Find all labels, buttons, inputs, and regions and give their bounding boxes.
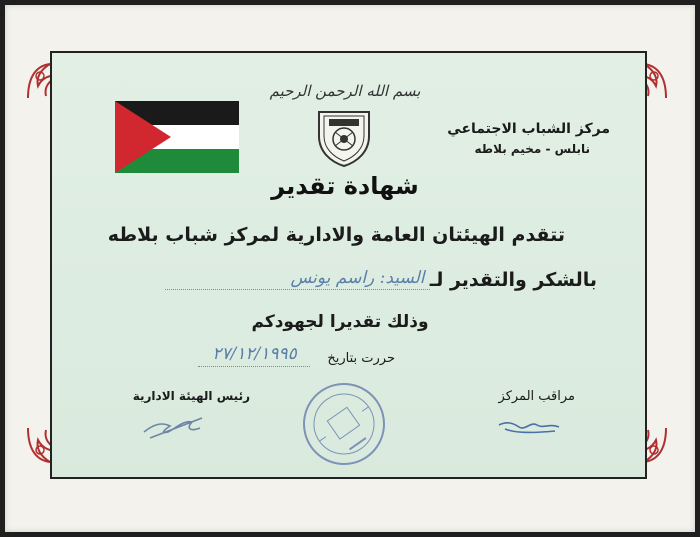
basmala-text: بسم الله الرحمن الرحيم <box>269 82 421 100</box>
recipient-name: السيد: راسم يونس <box>290 268 425 288</box>
body-line-3: وذلك تقديرا لجهودكم <box>251 312 429 332</box>
certificate-title: شهادة تقدير <box>271 172 419 200</box>
date-dotted-line <box>198 366 310 367</box>
center-emblem-icon <box>313 106 375 168</box>
body-line-1: تتقدم الهيئتان العامة والادارية لمركز شباب بلاطه <box>107 224 565 246</box>
organization-location: نابلس - مخيم بلاطه <box>474 142 590 156</box>
date-value: ٢٧/١٢/١٩٩٥ <box>212 344 297 364</box>
palestine-flag-icon <box>115 101 239 173</box>
signature-right-mark <box>495 415 565 437</box>
recipient-dotted-line <box>165 289 430 290</box>
date-label: حررت بتاريخ <box>327 351 395 366</box>
signature-left-label: رئيس الهيئة الادارية <box>132 389 250 403</box>
organization-name: مركز الشباب الاجتماعي <box>447 121 610 137</box>
official-stamp-icon <box>298 378 390 470</box>
body-line-2-label: بالشكر والتقدير لـ <box>429 269 597 291</box>
signature-left-mark <box>140 410 210 442</box>
signature-right-label: مراقب المركز <box>498 389 575 404</box>
